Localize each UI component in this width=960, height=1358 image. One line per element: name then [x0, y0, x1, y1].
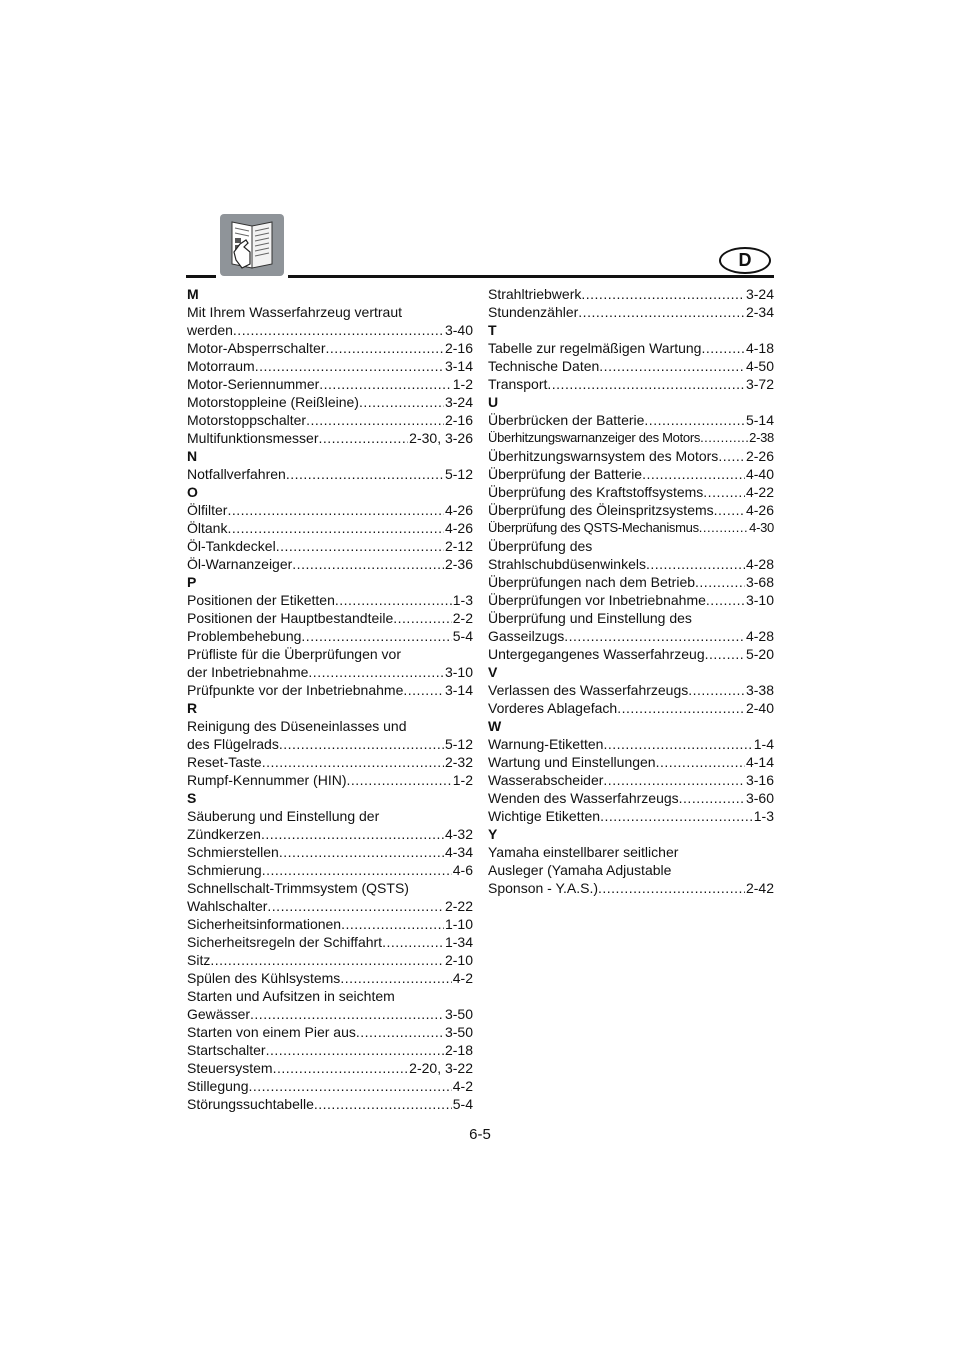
- index-page-ref: 3-68: [745, 574, 774, 590]
- dot-leader: [705, 645, 745, 663]
- index-page-ref: 5-12: [444, 466, 473, 482]
- dot-leader: [642, 465, 745, 483]
- index-entry-text: Steuersystem: [187, 1060, 273, 1076]
- index-page-ref: 5-4: [452, 1096, 473, 1112]
- index-entry: [187, 429, 473, 447]
- index-column-right: [488, 285, 774, 897]
- index-page-ref: 5-14: [745, 412, 774, 428]
- index-page-ref: 5-20: [745, 646, 774, 662]
- index-page-ref: 2-34: [745, 304, 774, 320]
- index-page-ref: 3-24: [444, 394, 473, 410]
- dot-leader: [356, 1023, 444, 1041]
- index-page-ref: 4-26: [444, 502, 473, 518]
- index-entry-text: Überprüfung des Kraftstoffsystems: [488, 484, 704, 500]
- index-entry-text: Stillegung: [187, 1078, 249, 1094]
- index-entry-text: Positionen der Hauptbestandteile: [187, 610, 394, 626]
- index-entry-text: Yamaha einstellbarer seitlicher: [488, 844, 679, 860]
- index-entry-text: Sponson - Y.A.S.): [488, 880, 598, 896]
- index-entry: [187, 375, 473, 393]
- index-entry-text: Überprüfung des: [488, 538, 593, 554]
- dot-leader: [346, 771, 451, 789]
- index-entry-text: Sicherheitsinformationen: [187, 916, 342, 932]
- language-badge: D: [719, 247, 771, 274]
- index-entry: [488, 375, 774, 393]
- index-entry: [488, 681, 774, 699]
- index-entry: [187, 357, 473, 375]
- index-page-ref: 3-16: [745, 772, 774, 788]
- index-entry-text: Wahlschalter: [187, 898, 268, 914]
- index-entry-text: Rumpf-Kennummer (HIN): [187, 772, 347, 788]
- index-entry-text: Mit Ihrem Wasserfahrzeug vertraut: [187, 304, 402, 320]
- index-entry-text: Schmierstellen: [187, 844, 279, 860]
- dot-leader: [600, 807, 753, 825]
- index-entry-text: Ölfilter: [187, 502, 228, 518]
- index-entry-text: Sicherheitsregeln der Schiffahrt: [187, 934, 383, 950]
- index-page-ref: 2-26: [745, 448, 774, 464]
- index-entry: [488, 465, 774, 483]
- index-entry: [488, 339, 774, 357]
- index-letter-heading: R: [187, 700, 198, 716]
- dot-leader: [286, 465, 444, 483]
- index-entry-text: Untergegangenes Wasserfahrzeug: [488, 646, 705, 662]
- index-entry-text: Startschalter: [187, 1042, 266, 1058]
- index-page-ref: 2-30, 3-26: [409, 430, 473, 446]
- index-entry: [187, 591, 473, 609]
- dot-leader: [249, 1077, 452, 1095]
- index-page-ref: 3-10: [745, 592, 774, 608]
- index-entry: [187, 1059, 473, 1077]
- index-entry: [187, 915, 473, 933]
- index-entry-text: Öl-Warnanzeiger: [187, 556, 293, 572]
- index-entry-text: Überhitzungswarnanzeiger des Motors: [488, 430, 701, 445]
- dot-leader: [267, 897, 444, 915]
- index-page-ref: 2-42: [745, 880, 774, 896]
- dot-leader: [644, 411, 745, 429]
- index-entry: [488, 807, 774, 825]
- index-entry-text: Positionen der Etiketten: [187, 592, 335, 608]
- index-entry: [488, 735, 774, 753]
- index-entry: [488, 645, 774, 663]
- index-page-ref: 4-22: [745, 484, 774, 500]
- index-page-ref: 2-20, 3-22: [409, 1060, 473, 1076]
- index-entry-text: Überprüfung des Öleinspritzsystems: [488, 502, 714, 518]
- index-entry: [187, 537, 473, 555]
- index-letter-heading: P: [187, 574, 197, 590]
- index-entry: [187, 1023, 473, 1041]
- index-entry: [187, 843, 473, 861]
- index-entry: [187, 771, 473, 789]
- index-entry-text: Wasserabscheider: [488, 772, 604, 788]
- index-entry-text: Öltank: [187, 520, 228, 536]
- index-entry-text: Überprüfung der Batterie: [488, 466, 643, 482]
- index-page-ref: 4-32: [444, 826, 473, 842]
- index-letter-heading: S: [187, 790, 197, 806]
- index-entry-text: Tabelle zur regelmäßigen Wartung: [488, 340, 702, 356]
- dot-leader: [340, 969, 451, 987]
- index-entry-text: Warnung-Etiketten: [488, 736, 604, 752]
- index-entry-text: Vorderes Ablagefach: [488, 700, 618, 716]
- index-entry-text: Motor-Seriennummer: [187, 376, 320, 392]
- dot-leader: [656, 753, 745, 771]
- index-entry-text: Säuberung und Einstellung der: [187, 808, 380, 824]
- dot-leader: [703, 483, 745, 501]
- index-entry: [187, 1095, 473, 1113]
- dot-leader: [279, 843, 444, 861]
- index-entry: [187, 1041, 473, 1059]
- index-page-ref: 3-40: [444, 322, 473, 338]
- index-page-ref: 2-32: [444, 754, 473, 770]
- index-page-ref: 1-10: [444, 916, 473, 932]
- index-entry: [488, 483, 774, 501]
- index-page-ref: 3-50: [444, 1024, 473, 1040]
- index-entry: [488, 447, 774, 465]
- index-entry-text: Sitz: [187, 952, 211, 968]
- index-page-ref: 1-2: [452, 772, 473, 788]
- index-letter-heading: Y: [488, 826, 498, 842]
- index-page-ref: 2-36: [444, 556, 473, 572]
- dot-leader: [714, 501, 745, 519]
- dot-leader: [227, 501, 444, 519]
- index-entry: [187, 465, 473, 483]
- dot-leader: [227, 519, 444, 537]
- index-entry: [488, 573, 774, 591]
- index-entry: [488, 879, 774, 897]
- index-entry-text: werden: [187, 322, 233, 338]
- index-entry: [187, 753, 473, 771]
- index-page-ref: 1-3: [753, 808, 774, 824]
- dot-leader: [701, 339, 744, 357]
- index-letter-heading: U: [488, 394, 499, 410]
- index-entry-text: Überprüfungen nach dem Betrieb: [488, 574, 696, 590]
- index-entry: [187, 609, 473, 627]
- dot-leader: [301, 627, 451, 645]
- index-letter-heading: T: [488, 322, 497, 338]
- index-page-ref: 4-50: [745, 358, 774, 374]
- dot-leader: [359, 393, 444, 411]
- index-entry-text: Motor-Absperrschalter: [187, 340, 326, 356]
- dot-leader: [599, 357, 745, 375]
- index-entry-text: Überbrücken der Batterie: [488, 412, 645, 428]
- index-entry-text: Schmierung: [187, 862, 262, 878]
- dot-leader: [603, 735, 752, 753]
- index-page-ref: 3-60: [745, 790, 774, 806]
- index-entry-text: Überprüfung des QSTS-Mechanismus: [488, 520, 699, 535]
- index-page-ref: 3-72: [745, 376, 774, 392]
- dot-leader: [335, 591, 452, 609]
- dot-leader: [233, 321, 444, 339]
- index-entry: [488, 627, 774, 645]
- index-entry-text: Notfallverfahren: [187, 466, 286, 482]
- index-page-ref: 4-28: [745, 628, 774, 644]
- index-page-ref: 4-34: [444, 844, 473, 860]
- index-entry-text: Starten von einem Pier aus: [187, 1024, 356, 1040]
- dot-leader: [403, 681, 444, 699]
- index-letter-heading: M: [187, 286, 199, 302]
- index-entry-text: Reinigung des Düseneinlasses und: [187, 718, 407, 734]
- dot-leader: [646, 555, 745, 573]
- dot-leader: [262, 861, 452, 879]
- index-entry: [187, 825, 473, 843]
- index-entry-text: Überprüfungen vor Inbetriebnahme: [488, 592, 706, 608]
- index-letter-heading: W: [488, 718, 502, 734]
- index-entry-text: Gasseilzugs: [488, 628, 565, 644]
- index-entry-text: Verlassen des Wasserfahrzeugs: [488, 682, 689, 698]
- index-page-ref: 2-16: [444, 340, 473, 356]
- dot-leader: [679, 789, 745, 807]
- index-entry-text: Motorraum: [187, 358, 255, 374]
- dot-leader: [341, 915, 444, 933]
- index-entry-text: der Inbetriebnahme: [187, 664, 309, 680]
- dot-leader: [578, 303, 745, 321]
- index-entry: [187, 969, 473, 987]
- index-entry: [187, 681, 473, 699]
- index-page-ref: 4-14: [745, 754, 774, 770]
- dot-leader: [261, 825, 444, 843]
- dot-leader: [292, 555, 444, 573]
- index-letter-heading: N: [187, 448, 198, 464]
- index-entry: [187, 933, 473, 951]
- dot-leader: [250, 1005, 444, 1023]
- dot-leader: [308, 663, 444, 681]
- index-entry-text: Multifunktionsmesser: [187, 430, 319, 446]
- index-entry-text: Öl-Tankdeckel: [187, 538, 276, 554]
- index-page-ref: 1-4: [753, 736, 774, 752]
- index-entry: [187, 861, 473, 879]
- index-entry: [488, 555, 774, 573]
- dot-leader: [699, 519, 748, 537]
- index-page-ref: 4-26: [444, 520, 473, 536]
- index-entry-text: Ausleger (Yamaha Adjustable: [488, 862, 672, 878]
- index-page-ref: 2-38: [749, 430, 774, 445]
- dot-leader: [255, 357, 444, 375]
- index-entry-text: Überhitzungswarnsystem des Motors: [488, 448, 719, 464]
- index-entry-text: Reset-Taste: [187, 754, 262, 770]
- index-page-ref: 2-16: [444, 412, 473, 428]
- index-entry-text: Motorstoppschalter: [187, 412, 307, 428]
- dot-leader: [393, 609, 452, 627]
- index-entry: [187, 339, 473, 357]
- manual-hand-icon: [220, 214, 284, 276]
- index-entry: [187, 663, 473, 681]
- index-entry: [187, 393, 473, 411]
- dot-leader: [688, 681, 745, 699]
- index-entry: [187, 627, 473, 645]
- dot-leader: [718, 447, 745, 465]
- index-entry: [488, 501, 774, 519]
- index-page-ref: 4-40: [745, 466, 774, 482]
- index-page-ref: 2-18: [444, 1042, 473, 1058]
- index-entry-text: Zündkerzen: [187, 826, 261, 842]
- dot-leader: [266, 1041, 444, 1059]
- dot-leader: [306, 411, 444, 429]
- index-entry-text: Prüfpunkte vor der Inbetriebnahme: [187, 682, 404, 698]
- index-page-ref: 4-30: [749, 520, 774, 535]
- index-entry-text: Wichtige Etiketten: [488, 808, 601, 824]
- index-entry: [187, 411, 473, 429]
- index-entry: [187, 519, 473, 537]
- dot-leader: [319, 429, 409, 447]
- index-entry-text: Wartung und Einstellungen: [488, 754, 656, 770]
- index-entry-text: Transport: [488, 376, 548, 392]
- index-entry: [187, 735, 473, 753]
- index-page-ref: 4-26: [745, 502, 774, 518]
- index-entry: [187, 555, 473, 573]
- index-page-ref: 2-40: [745, 700, 774, 716]
- dot-leader: [617, 699, 745, 717]
- index-entry-text: Überprüfung und Einstellung des: [488, 610, 692, 626]
- index-entry-text: Wenden des Wasserfahrzeugs: [488, 790, 679, 806]
- dot-leader: [262, 753, 444, 771]
- index-page-ref: 2-12: [444, 538, 473, 554]
- dot-leader: [382, 933, 444, 951]
- index-entry: [488, 699, 774, 717]
- dot-leader: [279, 735, 444, 753]
- index-entry-text: Schnellschalt-Trimmsystem (QSTS): [187, 880, 409, 896]
- index-entry-text: Starten und Aufsitzen in seichtem: [187, 988, 395, 1004]
- dot-leader: [564, 627, 745, 645]
- index-entry: [187, 1077, 473, 1095]
- header-rule-left: [186, 275, 216, 278]
- dot-leader: [706, 591, 745, 609]
- dot-leader: [273, 1059, 409, 1077]
- dot-leader: [700, 429, 748, 447]
- index-entry-text: des Flügelrads: [187, 736, 279, 752]
- dot-leader: [695, 573, 745, 591]
- index-page-ref: 3-10: [444, 664, 473, 680]
- index-page-ref: 2-22: [444, 898, 473, 914]
- index-page-ref: 1-2: [452, 376, 473, 392]
- index-column-left: [187, 285, 473, 1113]
- index-entry-text: Störungssuchtabelle: [187, 1096, 314, 1112]
- index-entry: [187, 1005, 473, 1023]
- index-entry: [488, 285, 774, 303]
- index-page-ref: 3-14: [444, 358, 473, 374]
- index-entry-text: Spülen des Kühlsystems: [187, 970, 341, 986]
- page-number: 6-5: [469, 1126, 491, 1143]
- index-entry-text: Prüfliste für die Überprüfungen vor: [187, 646, 401, 662]
- index-page-ref: 4-2: [452, 970, 473, 986]
- index-entry-text: Strahltriebwerk: [488, 286, 582, 302]
- index-entry: [488, 753, 774, 771]
- index-page-ref: 3-38: [745, 682, 774, 698]
- index-page-ref: 1-3: [452, 592, 473, 608]
- index-page-ref: 2-2: [452, 610, 473, 626]
- index-entry: [187, 897, 473, 915]
- dot-leader: [210, 951, 444, 969]
- index-page-ref: 3-50: [444, 1006, 473, 1022]
- index-entry: [488, 411, 774, 429]
- dot-leader: [326, 339, 444, 357]
- index-page-ref: 4-2: [452, 1078, 473, 1094]
- dot-leader: [603, 771, 745, 789]
- index-entry-text: Problembehebung: [187, 628, 302, 644]
- dot-leader: [319, 375, 452, 393]
- index-entry: [488, 303, 774, 321]
- index-page-ref: 1-34: [444, 934, 473, 950]
- dot-leader: [598, 879, 745, 897]
- index-page-ref: 5-4: [452, 628, 473, 644]
- index-page-ref: 4-18: [745, 340, 774, 356]
- index-page-ref: 5-12: [444, 736, 473, 752]
- header-rule-right: [288, 275, 774, 278]
- index-entry: [488, 357, 774, 375]
- index-page-ref: 4-28: [745, 556, 774, 572]
- index-entry-text: Gewässer: [187, 1006, 251, 1022]
- index-entry: [187, 951, 473, 969]
- dot-leader: [276, 537, 444, 555]
- index-page-ref: 3-14: [444, 682, 473, 698]
- index-entry: [488, 771, 774, 789]
- index-entry: [488, 591, 774, 609]
- index-entry: [187, 501, 473, 519]
- dot-leader: [547, 375, 745, 393]
- index-entry-text: Motorstoppleine (Reißleine): [187, 394, 359, 410]
- index-entry: [488, 519, 774, 537]
- index-entry: [488, 429, 774, 447]
- dot-leader: [314, 1095, 452, 1113]
- index-page-ref: 4-6: [452, 862, 473, 878]
- index-page-ref: 2-10: [444, 952, 473, 968]
- index-entry-text: Technische Daten: [488, 358, 600, 374]
- index-entry-text: Strahlschubdüsenwinkels: [488, 556, 646, 572]
- index-entry-text: Stundenzähler: [488, 304, 579, 320]
- index-letter-heading: V: [488, 664, 498, 680]
- dot-leader: [581, 285, 745, 303]
- index-entry: [187, 321, 473, 339]
- index-page-ref: 3-24: [745, 286, 774, 302]
- index-letter-heading: O: [187, 484, 198, 500]
- index-entry: [488, 789, 774, 807]
